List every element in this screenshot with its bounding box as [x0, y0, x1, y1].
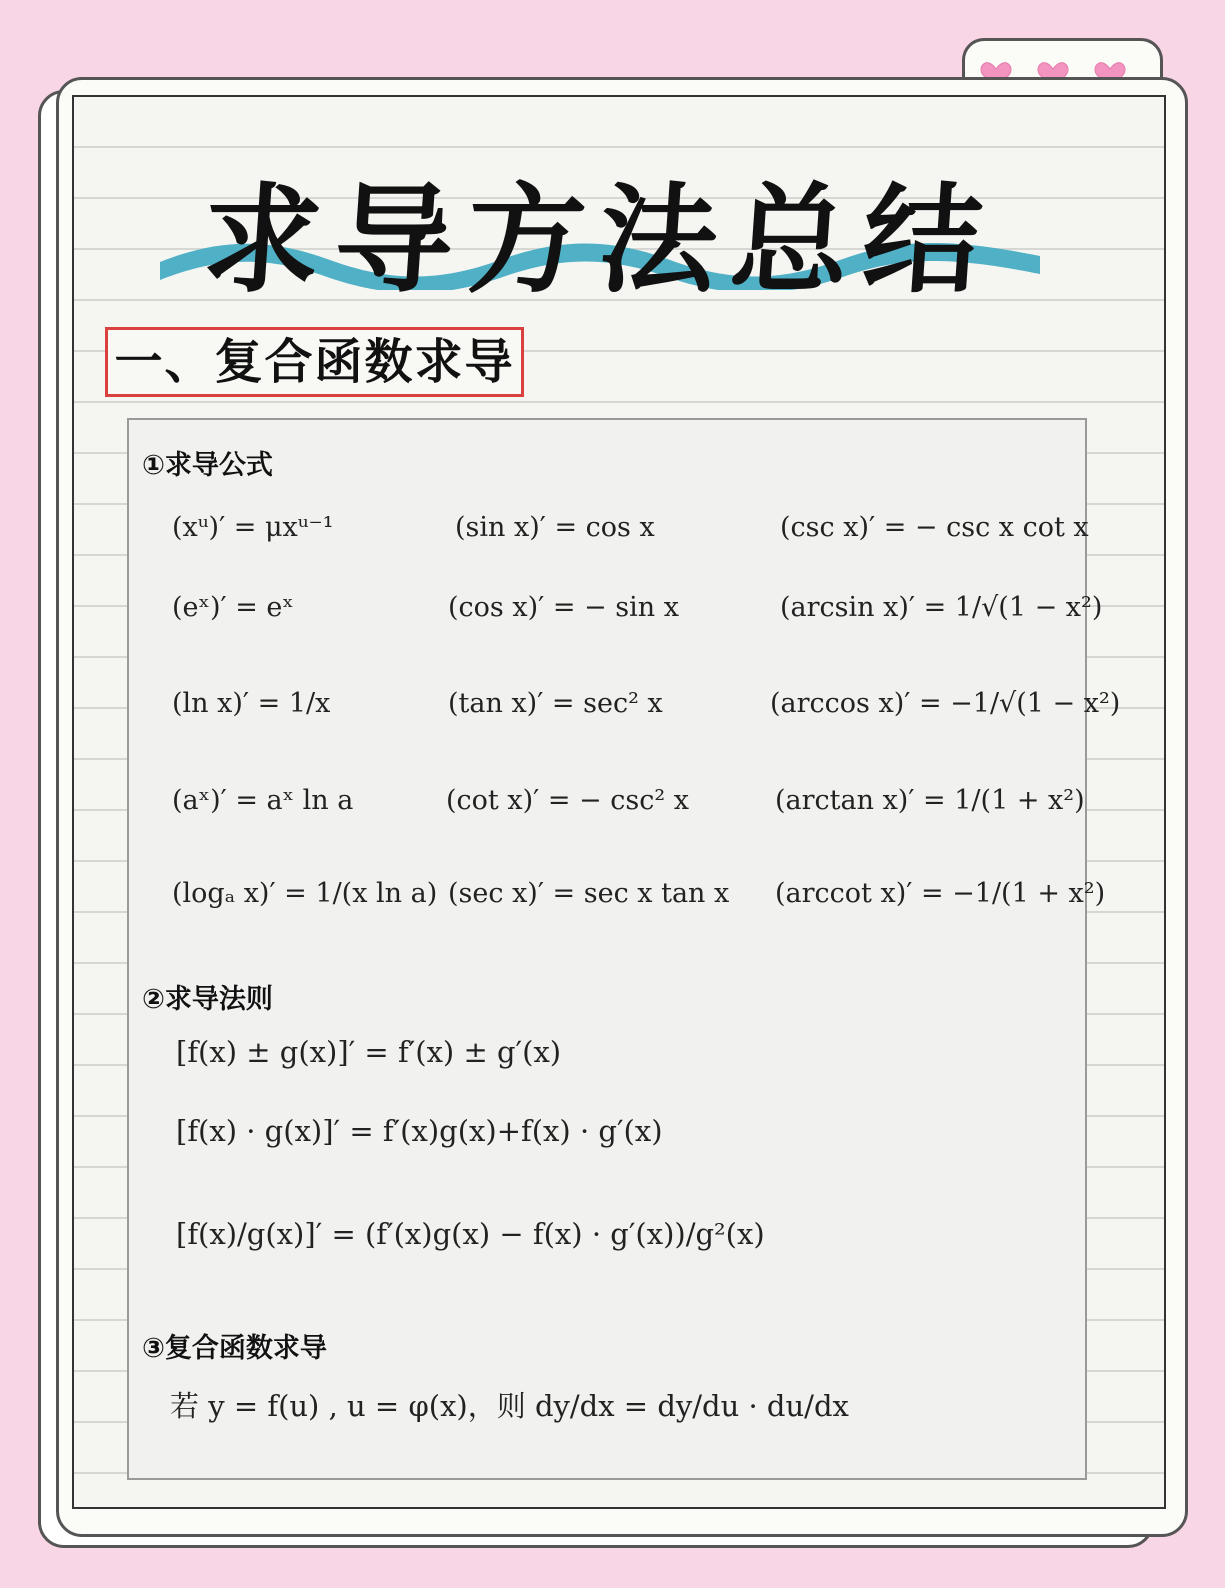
rule-product: [f(x) · g(x)]′ = f′(x)g(x)+f(x) · g′(x): [176, 1114, 663, 1148]
formula-exp: (eˣ)′ = eˣ: [172, 592, 294, 623]
page-title: 求导方法总结: [198, 171, 1001, 309]
subsection-composite: ③复合函数求导: [142, 1333, 327, 1364]
formula-sin: (sin x)′ = cos x: [455, 512, 655, 543]
composite-chain-rule: 若 y = f(u) , u = φ(x)，则 dy/dx = dy/du · du/dx: [170, 1389, 849, 1423]
section-title: 一、复合函数求导: [114, 334, 515, 390]
formula-ln: (ln x)′ = 1/x: [172, 688, 331, 719]
formula-cos: (cos x)′ = − sin x: [448, 592, 679, 623]
subsection-rules: ②求导法则: [142, 984, 273, 1015]
formula-csc: (csc x)′ = − csc x cot x: [780, 512, 1089, 543]
formula-power: (xᵘ)′ = μxᵘ⁻¹: [172, 512, 334, 543]
formula-tan: (tan x)′ = sec² x: [448, 688, 663, 719]
formula-sec: (sec x)′ = sec x tan x: [448, 878, 730, 909]
content-panel: [127, 418, 1087, 1480]
formula-arctan: (arctan x)′ = 1/(1 + x²): [775, 785, 1085, 816]
section-header: [105, 327, 524, 397]
formula-arcsin: (arcsin x)′ = 1/√(1 − x²): [780, 592, 1103, 623]
formula-arccos: (arccos x)′ = −1/√(1 − x²): [770, 688, 1121, 719]
formula-log: (logₐ x)′ = 1/(x ln a): [172, 878, 438, 909]
formula-cot: (cot x)′ = − csc² x: [446, 785, 689, 816]
rule-quotient: [f(x)/g(x)]′ = (f′(x)g(x) − f(x) · g′(x))/g²(x): [176, 1217, 765, 1251]
formula-arccot: (arccot x)′ = −1/(1 + x²): [775, 878, 1106, 909]
rule-sum: [f(x) ± g(x)]′ = f′(x) ± g′(x): [176, 1035, 562, 1069]
subsection-formulas: ①求导公式: [142, 450, 273, 481]
formula-axp: (aˣ)′ = aˣ ln a: [172, 785, 354, 816]
